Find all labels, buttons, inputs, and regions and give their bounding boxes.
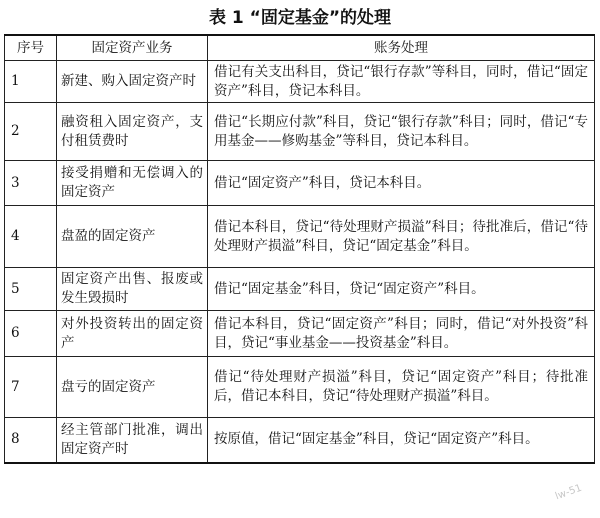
header-business: 固定资产业务 xyxy=(57,35,208,61)
table-row xyxy=(5,161,595,206)
table-row xyxy=(5,418,595,463)
row-number: 4 xyxy=(5,206,57,268)
row-business: 经主管部门批准，调出固定资产时 xyxy=(57,418,208,463)
row-number: 7 xyxy=(5,357,57,418)
table-row xyxy=(5,311,595,357)
header-number: 序号 xyxy=(5,35,57,61)
table-row xyxy=(5,268,595,311)
row-number: 3 xyxy=(5,161,57,206)
row-accounting: 借记“固定基金”科目，贷记“固定资产”科目。 xyxy=(208,268,595,311)
row-business: 盘亏的固定资产 xyxy=(57,357,208,418)
row-business: 盘盈的固定资产 xyxy=(57,206,208,268)
row-accounting: 借记本科目，贷记“待处理财产损溢”科目；待批准后，借记“待处理财产损溢”科目，贷记“固定基金”科目。 xyxy=(208,206,595,268)
row-accounting: 借记“固定资产”科目，贷记本科目。 xyxy=(208,161,595,206)
row-accounting: 按原值，借记“固定基金”科目，贷记“固定资产”科目。 xyxy=(208,418,595,463)
row-business: 新建、购入固定资产时 xyxy=(57,61,208,103)
row-accounting: 借记“长期应付款”科目，贷记“银行存款”科目；同时，借记“专用基金——修购基金”等科目，贷记本科目。 xyxy=(208,103,595,161)
row-number: 1 xyxy=(5,61,57,103)
row-accounting: 借记有关支出科目，贷记“银行存款”等科目，同时，借记“固定资产”科目，贷记本科目。 xyxy=(208,61,595,103)
row-business: 固定资产出售、报废或发生毁损时 xyxy=(57,268,208,311)
table-title: 表 1 “固定基金”的处理 xyxy=(208,8,391,28)
header-accounting: 账务处理 xyxy=(208,35,595,61)
row-number: 6 xyxy=(5,311,57,357)
row-number: 8 xyxy=(5,418,57,463)
row-business: 接受捐赠和无偿调入的固定资产 xyxy=(57,161,208,206)
table-row xyxy=(5,61,595,103)
table-row xyxy=(5,103,595,161)
table-row xyxy=(5,206,595,268)
row-accounting: 借记本科目，贷记“固定资产”科目；同时，借记“对外投资”科目，贷记“事业基金——投资基金”科目。 xyxy=(208,311,595,357)
row-number: 2 xyxy=(5,103,57,161)
table-header-row xyxy=(5,35,595,61)
row-business: 融资租入固定资产，支付租赁费时 xyxy=(57,103,208,161)
row-number: 5 xyxy=(5,268,57,311)
row-business: 对外投资转出的固定资产 xyxy=(57,311,208,357)
table-row xyxy=(5,357,595,418)
watermark: lw-51 xyxy=(553,482,584,503)
row-accounting: 借记“待处理财产损溢”科目，贷记“固定资产”科目；待批准后，借记本科目，贷记“待处理财产损溢”科目。 xyxy=(208,357,595,418)
fixed-fund-table xyxy=(4,34,595,464)
